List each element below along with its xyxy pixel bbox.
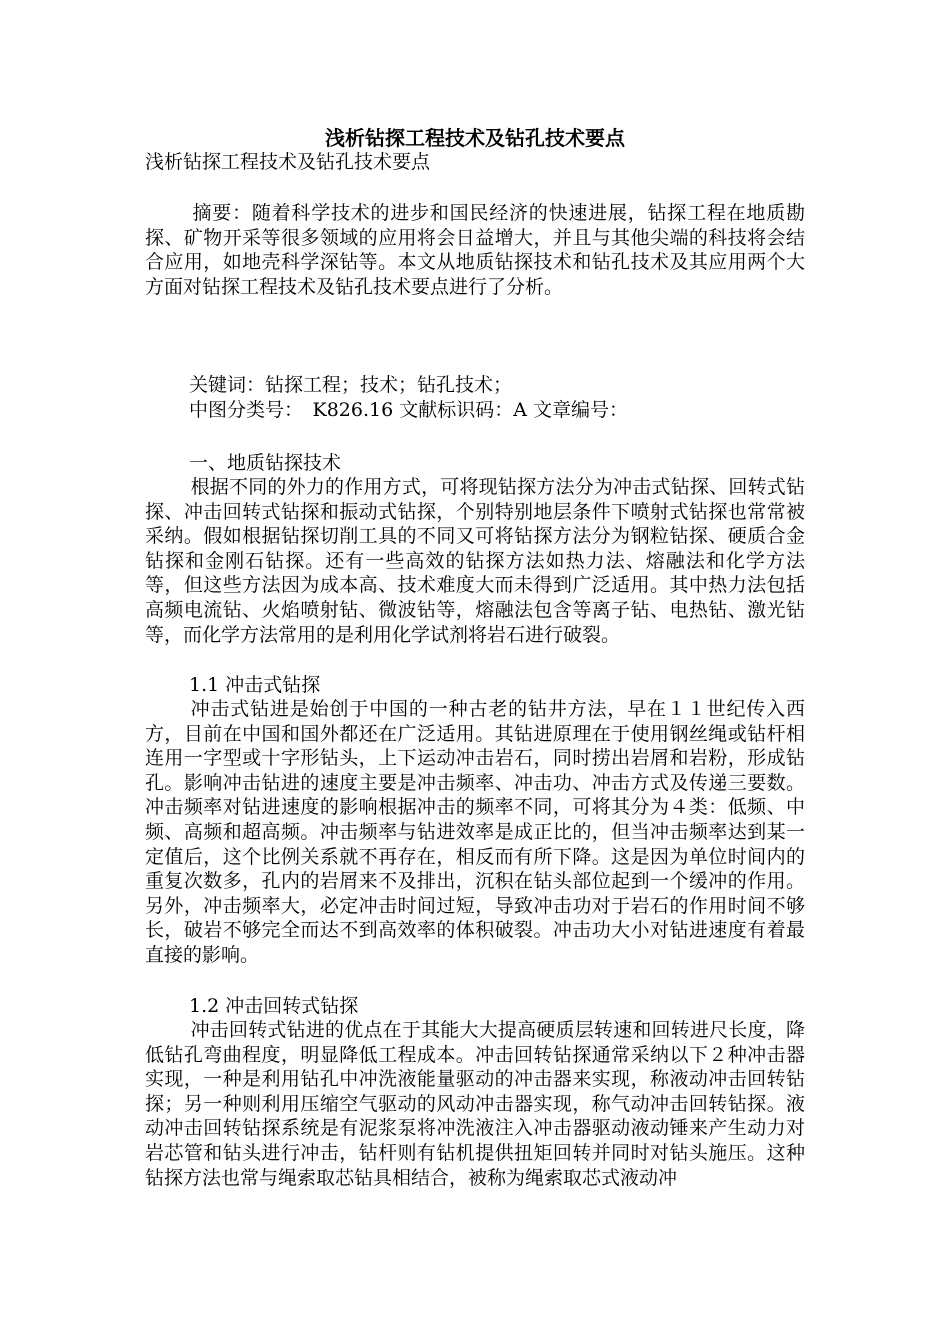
document-subtitle: 浅析钻探工程技术及钻孔技术要点: [145, 151, 431, 173]
subsection-heading-percussion-drilling: 1.1 冲击式钻探: [189, 674, 321, 696]
subsection-heading-percussive-rotary-drilling: 1.2 冲击回转式钻探: [189, 995, 359, 1017]
section-paragraph-geological-drilling: 根据不同的外力的作用方式，可将现钻探方法分为冲击式钻探、回转式钻探、冲击回转式钻探和振动式钻探，个别特别地层条件下喷射式钻探也常常被采纳。假如根据钻探切削工具的不同又可将钻探方法分为钢粒钻探、硬质合金钻探和金刚石钻探。还有一些高效的钻探方法如热力法、熔融法和化学方法等，但这些方法因为成本高、技术难度大而未得到广泛适用。其中热力法包括高频电流钻、火焰喷射钻、微波钻等，熔融法包含等离子钻、电热钻、激光钻等，而化学方法常用的是利用化学试剂将岩石进行破裂。: [145, 476, 805, 646]
classification-line: 中图分类号： K826.16 文献标识码：A 文章编号：: [189, 399, 628, 421]
keywords-line: 关键词：钻探工程；技术；钻孔技术；: [189, 374, 513, 396]
subsection-paragraph-percussive-rotary-drilling: 冲击回转式钻进的优点在于其能大大提高硬质层转速和回转进尺长度，降低钻孔弯曲程度，明显降低工程成本。冲击回转钻探通常采纳以下２种冲击器实现，一种是利用钻孔中冲洗液能量驱动的冲击器来实现，称液动冲击回转钻探；另一种则利用压缩空气驱动的风动冲击器实现，称气动冲击回转钻探。液动冲击回转钻探系统是有泥浆泵将冲洗液注入冲击器驱动液动锤来产生动力对岩芯管和钻头进行冲击，钻杆则有钻机提供扭矩回转并同时对钻头施压。这种钻探方法也常与绳索取芯钻具相结合，被称为绳索取芯式液动冲: [145, 1019, 805, 1189]
document-title: 浅析钻探工程技术及钻孔技术要点: [325, 126, 625, 150]
subsection-paragraph-percussion-drilling: 冲击式钻进是始创于中国的一种古老的钻井方法，早在１１世纪传入西方，目前在中国和国外都还在广泛适用。其钻进原理在于使用钢丝绳或钻杆相连用一字型或十字形钻头，上下运动冲击岩石，同时捞出岩屑和岩粉，形成钻孔。影响冲击钻进的速度主要是冲击频率、冲击功、冲击方式及传递三要数。冲击频率对钻进速度的影响根据冲击的频率不同，可将其分为４类：低频、中频、高频和超高频。冲击频率与钻进效率是成正比的，但当冲击频率达到某一定值后，这个比例关系就不再存在，相反而有所下降。这是因为单位时间内的重复次数多，孔内的岩屑来不及排出，沉积在钻头部位起到一个缓冲的作用。另外，冲击频率大，必定冲击时间过短，导致冲击功对于岩石的作用时间不够长，破岩不够完全而达不到高效率的体积破裂。冲击功大小对钻进速度有着最直接的影响。: [145, 698, 805, 966]
section-heading-geological-drilling: 一、地质钻探技术: [189, 452, 342, 474]
abstract-paragraph: 摘要：随着科学技术的进步和国民经济的快速进展，钻探工程在地质勘探、矿物开采等很多领域的应用将会日益增大，并且与其他尖端的科技将会结合应用，如地壳科学深钻等。本文从地质钻探技术和钻孔技术及其应用两个大方面对钻探工程技术及钻孔技术要点进行了分析。: [145, 202, 805, 298]
